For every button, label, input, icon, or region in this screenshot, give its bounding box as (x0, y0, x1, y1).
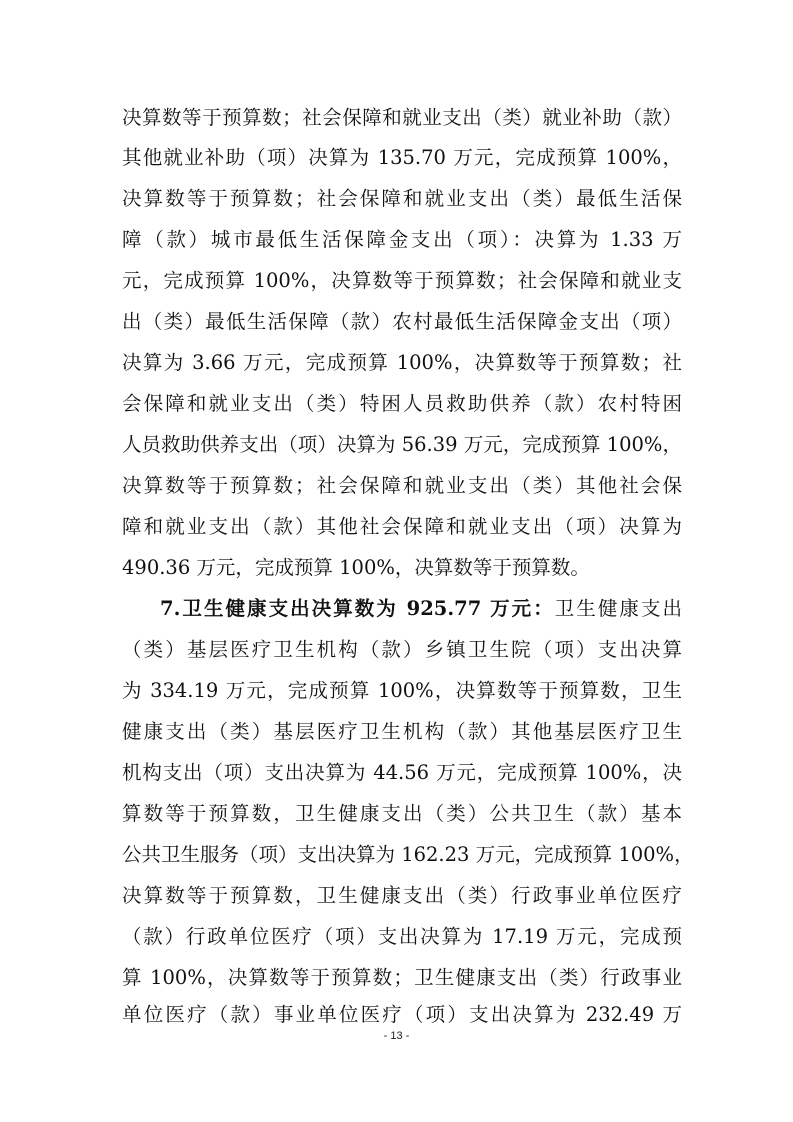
body-text-line: 机构支出（项）支出决算为 44.56 万元，完成预算 100%，决 (122, 761, 682, 784)
body-text-line: 决算数等于预算数；社会保障和就业支出（类）就业补助（款） (122, 106, 682, 129)
body-text-line: 决算数等于预算数；社会保障和就业支出（类）其他社会保 (122, 474, 682, 497)
body-text-line: 算数等于预算数，卫生健康支出（类）公共卫生（款）基本 (122, 802, 682, 825)
body-text-line: 会保障和就业支出（类）特困人员救助供养（款）农村特困 (122, 392, 682, 415)
page-number: - 13 - (383, 1030, 410, 1042)
section-heading-line (160, 594, 682, 624)
body-text-line: 单位医疗（款）事业单位医疗（项）支出决算为 232.49 万 (122, 1003, 682, 1026)
body-text-line: （款）行政单位医疗（项）支出决算为 17.19 万元，完成预 (122, 925, 682, 948)
section-7-heading: 7.卫生健康支出决算数为 925.77 万元： (160, 597, 555, 620)
body-text-line: 决算数等于预算数；社会保障和就业支出（类）最低生活保 (122, 187, 682, 210)
section-7-heading-rest: 卫生健康支出 (554, 597, 682, 620)
body-text-line: 公共卫生服务（项）支出决算为 162.23 万元，完成预算 100%， (122, 843, 694, 866)
body-text-line: 健康支出（类）基层医疗卫生机构（款）其他基层医疗卫生 (122, 720, 682, 743)
body-text-line: 其他就业补助（项）决算为 135.70 万元，完成预算 100%， (122, 146, 682, 169)
body-text-line: 决算为 3.66 万元，完成预算 100%，决算数等于预算数；社 (122, 351, 682, 374)
body-text-line: 出（类）最低生活保障（款）农村最低生活保障金支出（项） (122, 310, 682, 333)
body-text-line: 障（款）城市最低生活保障金支出（项）：决算为 1.33 万 (122, 228, 682, 251)
body-text-line: 决算数等于预算数，卫生健康支出（类）行政事业单位医疗 (122, 884, 682, 907)
body-text-line: 障和就业支出（款）其他社会保障和就业支出（项）决算为 (122, 515, 682, 538)
body-text-line: 元，完成预算 100%，决算数等于预算数；社会保障和就业支 (122, 269, 682, 292)
body-text-line: （类）基层医疗卫生机构（款）乡镇卫生院（项）支出决算 (122, 638, 682, 661)
body-text-line: 人员救助供养支出（项）决算为 56.39 万元，完成预算 100%， (122, 433, 682, 456)
body-text-line: 为 334.19 万元，完成预算 100%，决算数等于预算数，卫生 (122, 679, 682, 702)
body-text-line: 算 100%，决算数等于预算数；卫生健康支出（类）行政事业 (122, 966, 682, 989)
body-text-line: 490.36 万元，完成预算 100%，决算数等于预算数。 (122, 556, 590, 579)
